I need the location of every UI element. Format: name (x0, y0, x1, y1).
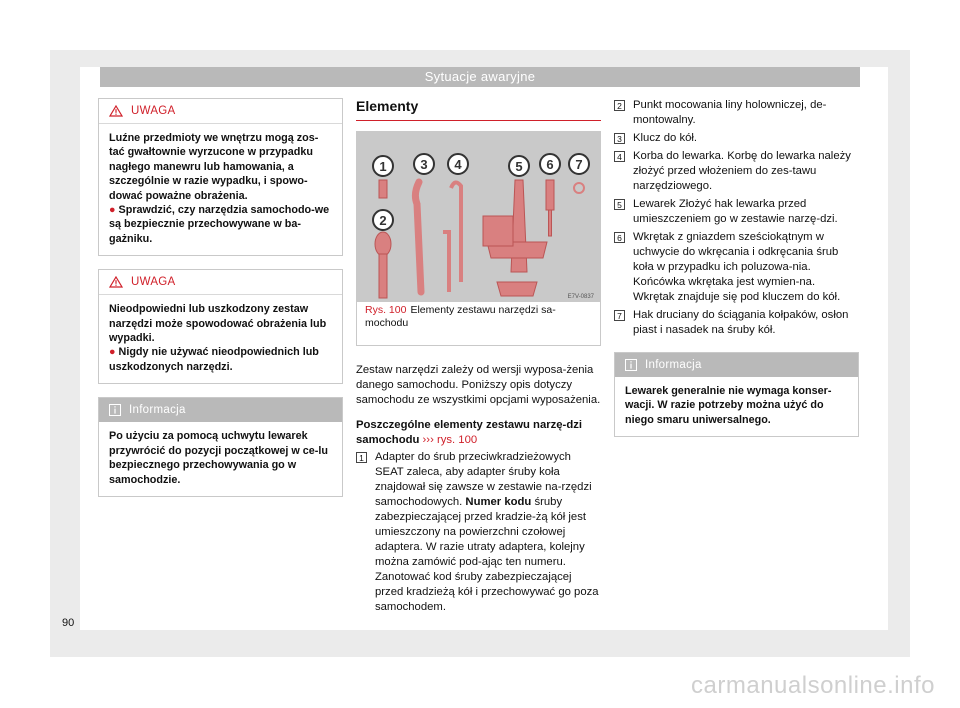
warning-header (99, 270, 342, 295)
info-text: Po użyciu za pomocą uchwytu lewarek przywrócić do pozycji początkowej w ce-lu bezpiecznego przechowywania go w samochodzie. (109, 430, 328, 486)
list-item (356, 450, 601, 615)
item-number: 7 (614, 310, 625, 321)
item-number: 4 (614, 151, 625, 162)
list-item (614, 308, 859, 338)
caption-text: Elementy zestawu narzędzi sa-mochodu (365, 304, 556, 329)
item-text: Hak druciany do ściągania kołpaków, osłon piast i nasadek na śruby kół. (633, 309, 849, 336)
watermark: carmanualsonline.info (691, 672, 935, 699)
list-item (614, 98, 859, 128)
label-1: 1 (379, 159, 387, 174)
section-title: Elementy (356, 98, 601, 121)
adapter-tool (379, 180, 387, 198)
warning-bullet-text: Sprawdzić, czy narzędzia samochodo-we są bezpiecznie przechowywane w ba-gażniku. (109, 204, 330, 245)
label-5: 5 (515, 159, 523, 174)
warning-box-loose-items (98, 98, 343, 256)
left-column (98, 98, 343, 510)
bullet-icon: ● (109, 346, 116, 359)
item-number: 1 (356, 452, 367, 463)
info-box-jack (98, 397, 343, 497)
warning-triangle-icon (109, 105, 123, 117)
bullet-icon: ● (109, 204, 116, 217)
tool-kit-illustration (357, 132, 600, 302)
item-text: Klucz do kół. (633, 132, 698, 144)
label-4: 4 (454, 157, 462, 172)
warning-header (99, 99, 342, 124)
label-2: 2 (379, 213, 387, 228)
list-item (614, 197, 859, 227)
warning-box-damaged-tools (98, 269, 343, 384)
label-3: 3 (420, 157, 428, 172)
right-column (614, 98, 859, 450)
info-text: Lewarek generalnie nie wymaga konser-wacji. W razie potrzeby można użyć do niego smaru uniwersalnego. (625, 385, 832, 426)
page-number: 90 (62, 617, 75, 629)
item-text: Wkrętak z gniazdem sześciokątnym w uchwycie do wkręcania i odkręcania śrub koła w przypadku ich poluzowa-nia. Końcówka wkrętaka jest wymien-na. Wkrętak znajduje się pod kluczem do kół. (633, 231, 841, 303)
warning-title: UWAGA (131, 105, 176, 117)
item-number: 6 (614, 232, 625, 243)
item-number: 5 (614, 199, 625, 210)
intro-paragraph: Zestaw narzędzi zależy od wersji wyposa-żenia danego samochodu. Poniższy opis dotyczy samochodu ze wszystkimi opcjami wyposażenia. (356, 364, 601, 406)
info-title: Informacja (129, 404, 186, 417)
item-text-b: śruby zabezpieczającej przed kradzie-żą kół jest umieszczony na powierzchni czołowej adaptera. W razie utraty adaptera, kolejny można zamówić pod-ając ten numeru. Zanotować kod śruby zabezpieczającej przed kradzieżą kół i przechowywać go poza samochodem. (375, 496, 599, 613)
item-number: 3 (614, 133, 625, 144)
warning-triangle-icon (109, 276, 123, 288)
label-6: 6 (546, 157, 554, 172)
figure-ref: Rys. 100 (365, 304, 407, 316)
label-7: 7 (575, 157, 583, 172)
item-text: Korba do lewarka. Korbę do lewarka należy złożyć przed włożeniem do zes-tawu narzędziowego. (633, 150, 851, 192)
item-text: Lewarek Złożyć hak lewarka przed umieszczeniem go w zestawie narzę-dzi. (633, 198, 838, 225)
subheading-text: Poszczególne elementy zestawu narzę-dzi samochodu (356, 419, 583, 446)
figure-link[interactable]: ››› rys. 100 (422, 434, 478, 446)
warning-text: Nieodpowiedni lub uszkodzony zestaw narzędzi może spowodować obrażenia lub wypadki. (109, 303, 327, 345)
section-header: Sytuacje awaryjne (100, 67, 860, 87)
warning-title: UWAGA (131, 276, 176, 289)
info-header (99, 398, 342, 422)
list-item (614, 230, 859, 305)
item-text-a: Adapter do śrub przeciwkradzieżowych SEAT zaleca, aby adapter śruby koła znajdował się zawsze w zestawie na-rzędzi samochodowych. (375, 451, 592, 508)
middle-column (356, 98, 601, 618)
item-bold-text: Numer kodu (465, 496, 532, 508)
warning-bullet-text: Nigdy nie używać nieodpowiednich lub uszkodzonych narzędzi. (109, 346, 319, 373)
info-header (615, 353, 858, 377)
info-box-maintenance (614, 352, 859, 437)
info-icon (109, 404, 121, 416)
item-text: Punkt mocowania liny holowniczej, de-montowalny. (633, 99, 827, 126)
figure-caption (357, 302, 600, 330)
list-item (614, 149, 859, 194)
tool-kit-drawing (357, 132, 600, 302)
figure-tools (356, 131, 601, 346)
info-title: Informacja (645, 359, 702, 371)
items-subheading (356, 418, 601, 448)
info-icon (625, 359, 637, 371)
figure-code: E7V-0837 (567, 294, 594, 300)
list-item (614, 131, 859, 146)
warning-text: Luźne przedmioty we wnętrzu mogą zos-tać gwałtownie wyrzucone w przypadku nagłego manewru lub hamowania, a szczególnie w razie wypadku, i spowo-dować poważne obrażenia. (109, 132, 319, 202)
item-number: 2 (614, 100, 625, 111)
